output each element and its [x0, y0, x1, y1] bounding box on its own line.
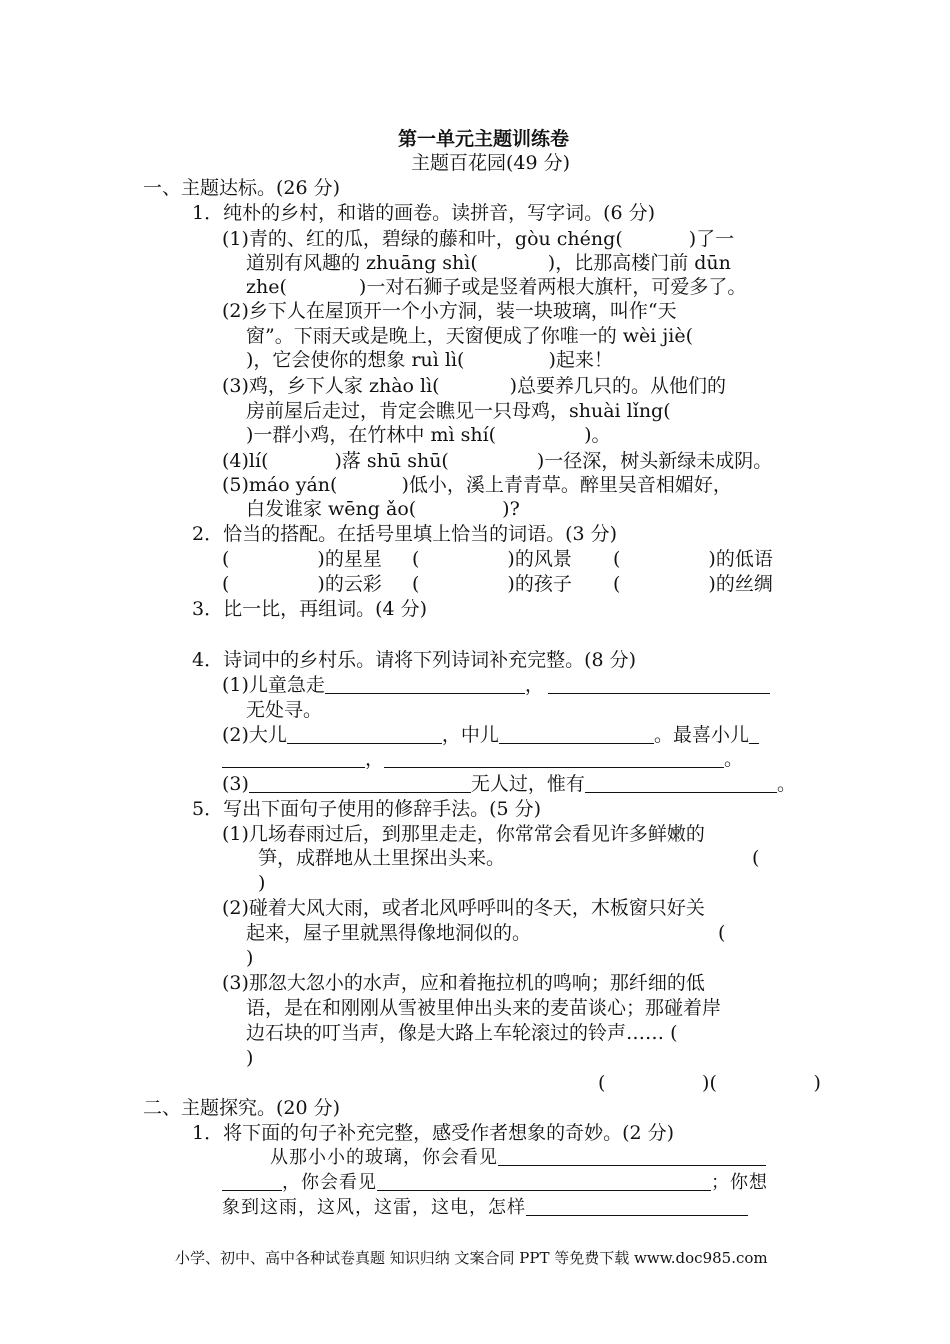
- q2-item: ( )的孩子: [412, 573, 572, 595]
- q5-s2-answer-open: (: [718, 922, 726, 944]
- question-stem: 2．恰当的搭配。在括号里填上恰当的词语。(3 分): [192, 523, 618, 545]
- q1-p5-line1: (5)máo yán( )低小，溪上青青草。醉里吴音相媚好，: [222, 474, 732, 496]
- q5-s1-answer-open: (: [752, 847, 760, 869]
- question-stem: 1．将下面的句子补充完整，感受作者想象的奇妙。(2 分): [192, 1122, 675, 1144]
- q5-s2-line2: 起来，屋子里就黑得像地洞似的。: [246, 922, 532, 944]
- q5-s1-line1: (1)几场春雨过后，到那里走走，你常常会看见许多鲜嫩的: [222, 823, 705, 845]
- q4-p1-line1: (1)儿童急走 ，: [222, 673, 770, 697]
- q1-p2-line3: )，它会使你的想象 ruì lì( )起来！: [246, 349, 613, 371]
- q6-line1: 从那小小的玻璃，你会看见: [270, 1146, 766, 1170]
- page-title: 第一单元主题训练卷: [398, 128, 570, 150]
- q5-s3-answer-close: ): [246, 1047, 254, 1069]
- q6-line2: ，你会看见 ；你想: [222, 1171, 768, 1195]
- q4-p2-line2: ， 。: [222, 747, 743, 771]
- q4-p2-line1: (2)大儿 ，中儿 。最喜小儿: [222, 723, 759, 747]
- question-stem: 1．纯朴的乡村，和谐的画卷。读拼音，写字词。(6 分): [192, 202, 656, 224]
- question-stem: 4．诗词中的乡村乐。请将下列诗词补充完整。(8 分): [192, 649, 637, 671]
- question-stem: 3．比一比，再组词。(4 分): [192, 598, 428, 620]
- section-heading: 二、主题探究。(20 分): [143, 1097, 341, 1119]
- q5-summary-answers: ( )( ): [598, 1072, 821, 1094]
- q2-item: ( )的丝绸: [613, 573, 773, 595]
- page-subtitle: 主题百花园(49 分): [411, 152, 571, 174]
- q4-p1-line2: 无处寻。: [246, 699, 323, 721]
- q5-s3-line1: (3)那忽大忽小的水声，应和着拖拉机的鸣响；那纤细的低: [222, 972, 705, 994]
- q5-s2-line1: (2)碰着大风大雨，或者北风呼呼叫的冬天，木板窗只好关: [222, 897, 705, 919]
- q2-item: ( )的风景: [412, 548, 572, 570]
- q2-item: ( )的低语: [613, 548, 773, 570]
- q1-p4: (4)lí( )落 shū shū( )一径深，树头新绿未成阴。: [222, 450, 773, 472]
- q2-item: ( )的云彩: [222, 573, 382, 595]
- q1-p3-line2: 房前屋后走过，肯定会瞧见一只母鸡，shuài lǐng(: [246, 400, 671, 422]
- q5-s3-line2: 语，是在和刚刚从雪被里伸出头来的麦苗谈心；那碰着岸: [246, 997, 722, 1019]
- q4-p3: (3) 无人过，惟有 。: [222, 773, 796, 795]
- q1-p3-line1: (3)鸡，乡下人家 zhào lì( )总要养几只的。从他们的: [222, 375, 726, 397]
- q5-s1-line2: 笋，成群地从土里探出头来。: [258, 847, 506, 869]
- q1-p1-line3: zhe( )一对石狮子或是竖着两根大旗杆，可爱多了。: [246, 276, 747, 298]
- footer-text: 小学、初中、高中各种试卷真题 知识归纳 文案合同 PPT 等免费下载 www.doc985.com: [175, 1249, 768, 1267]
- q2-item: ( )的星星: [222, 548, 382, 570]
- q1-p2-line1: (2)乡下人在屋顶开一个小方洞，装一块玻璃，叫作“天: [222, 300, 677, 322]
- q5-s2-answer-close: ): [246, 947, 254, 969]
- q1-p5-line2: 白发谁家 wēng ǎo( )?: [246, 498, 520, 520]
- section-heading: 一、主题达标。(26 分): [143, 177, 341, 199]
- q1-p2-line2: 窗”。下雨天或是晚上，天窗便成了你唯一的 wèi jiè(: [246, 325, 694, 347]
- q5-s1-answer-close: ): [258, 872, 266, 894]
- question-stem: 5．写出下面句子使用的修辞手法。(5 分): [192, 798, 542, 820]
- q1-p1-line2: 道别有风趣的 zhuāng shì( )，比那高楼门前 dūn: [246, 252, 731, 274]
- q6-line3: 象到这雨，这风，这雷，这电，怎样: [222, 1196, 748, 1220]
- q1-p1-line1: (1)青的、红的瓜，碧绿的藤和叶，gòu chéng( )了一: [222, 228, 735, 250]
- q1-p3-line3: )一群小鸡，在竹林中 mì shí( )。: [246, 424, 611, 446]
- q5-s3-line3: 边石块的叮当声，像是大路上车轮滚过的铃声…… (: [246, 1022, 678, 1044]
